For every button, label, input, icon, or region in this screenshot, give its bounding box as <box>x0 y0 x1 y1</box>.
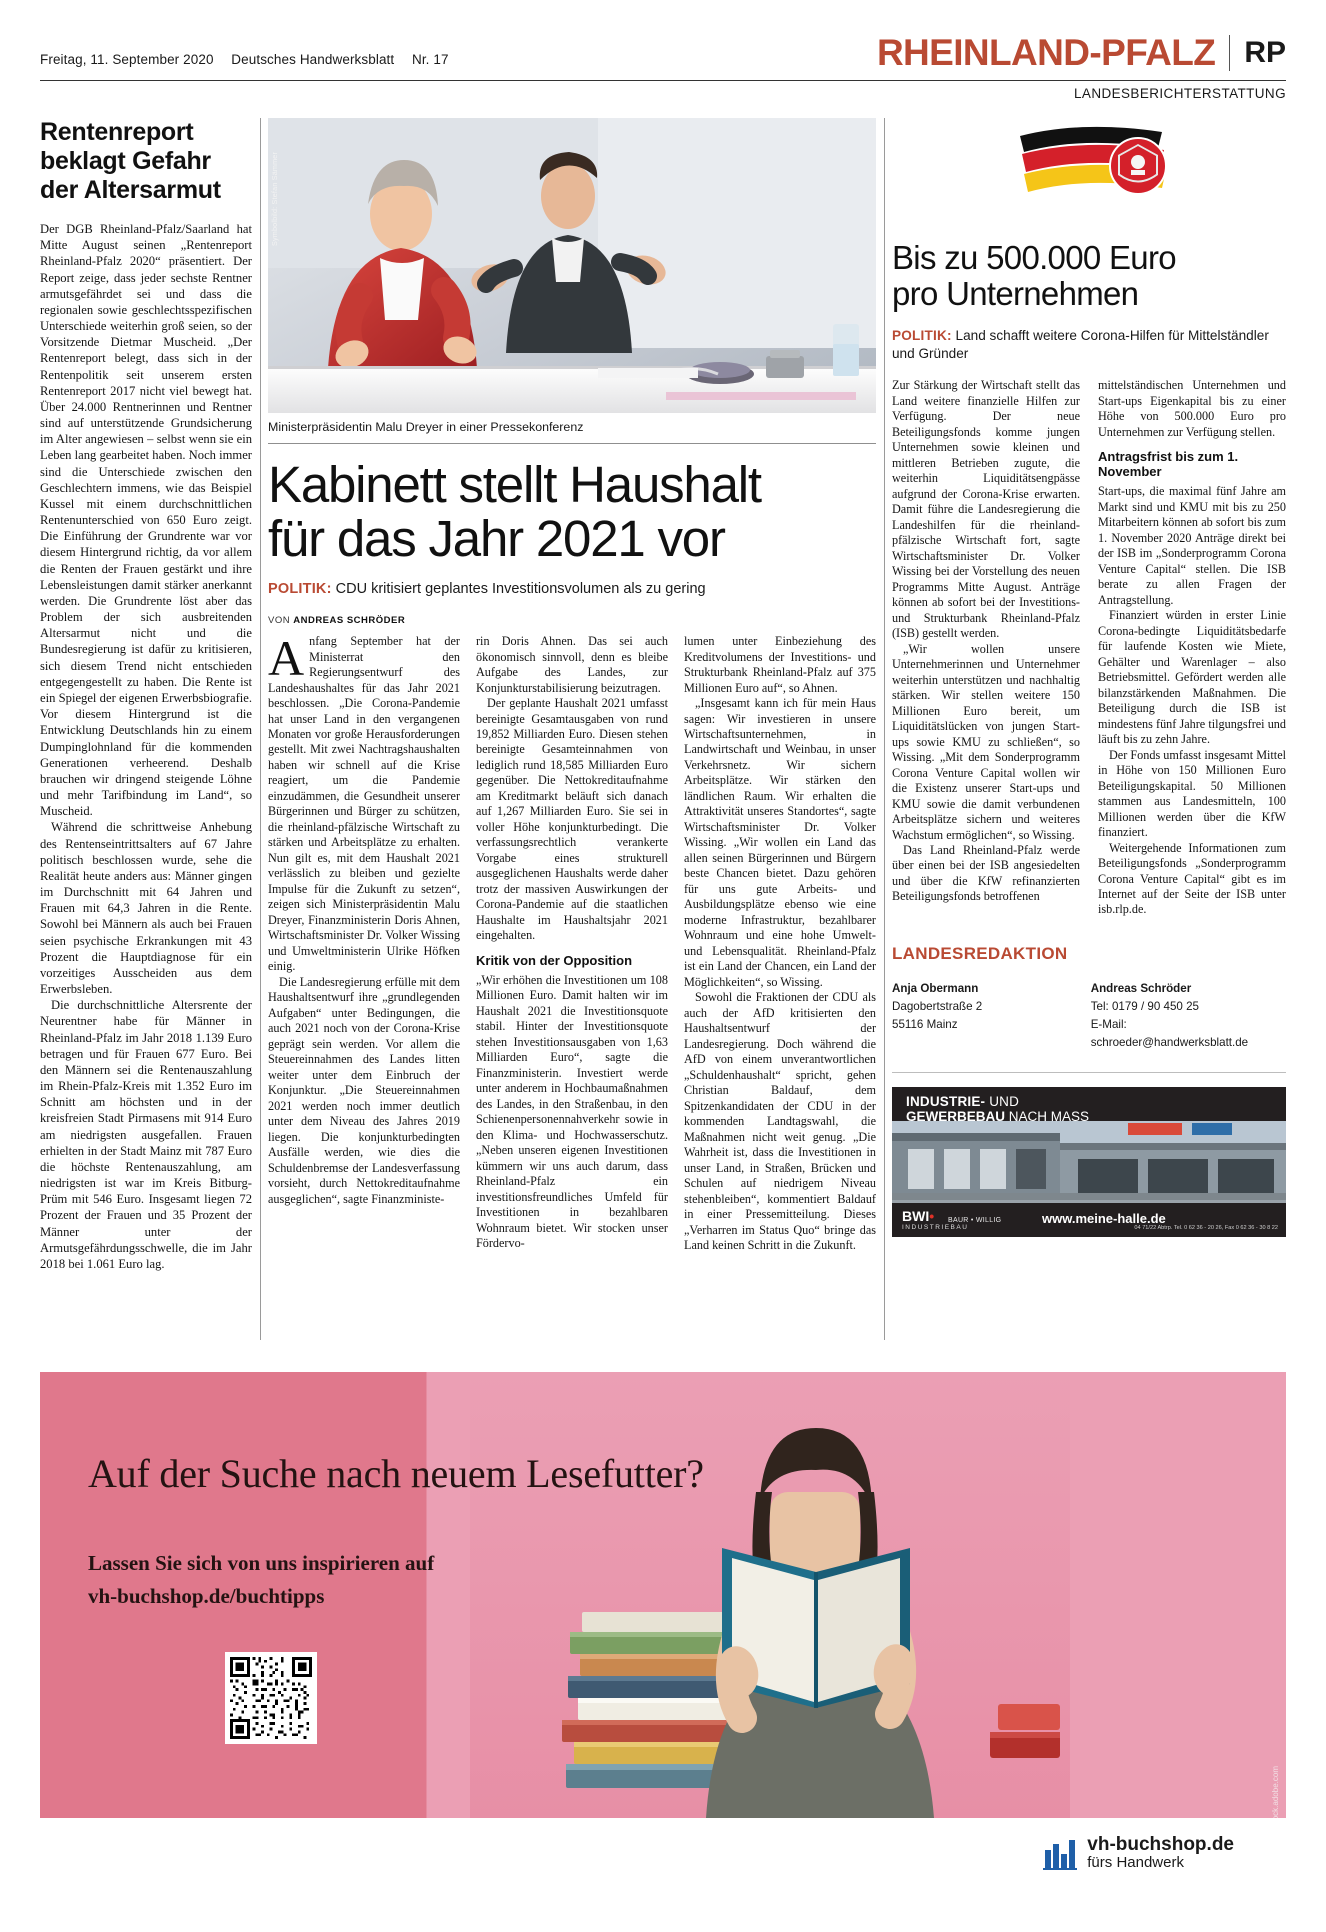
paragraph: Sowohl die Fraktionen der CDU als auch der AfD kritisierten den Haushaltsentwurf der Landesregierung. Doch während die AfD von einem unverantwortlichen „Schuldenhaushalt“ spricht, gehen Christian Baldauf, dem Spitzenkandidaten der CDU in der kommenden Landtagswahl, die Maßnahmen nicht weit genug. „Die Wahrheit ist, dass die Investitionen in unser Land, in Straßen, Brücken und Schulen auf niedrigem Niveau stehenbleiben“, kommentiert Baldauf in einer Pressemitteilung. Dieses „Verharren im Status Quo“ bringe das Land keinen Schritt in die Zukunft. <box>684 990 876 1252</box>
landesredaktion-title: LANDESREDAKTION <box>892 943 1068 963</box>
paragraph: Anfang September hat der Ministerrat den Regierungsentwurf des Landeshaushaltes für das Jahr 2021 beschlossen. „Die Corona-Pandemie hat unser Land in den vergangenen Monaten vor große Herausforderungen gestellt. Mit zwei Nachtragshaushalten haben wir schnell auf die Krise reagiert, um die Pandemie einzudämmen, die Gesundheit unserer Bürgerinnen und Bürger zu schützen, die rheinland-pfälzische Wirtschaft zu stärken und Arbeitsplätze zu erhalten. Nun gilt es, mit dem Haushalt 2021 verlässlich zu bleiben und gezielte Impulse für die Zukunft zu setzen“, zeigen sich Ministerpräsidentin Malu Dreyer, Finanzministerin Doris Ahnen, Wirtschaftsminister Dr. Volker Wissing und Umweltministerin Ulrike Höfken einig. <box>268 630 460 974</box>
contact-name: Andreas Schröder <box>1090 981 1192 995</box>
main-article-byline <box>268 615 876 626</box>
rule <box>268 443 876 444</box>
byline-prefix: VON <box>268 615 291 627</box>
right-column-2 <box>1098 378 1286 918</box>
vh-logo-graphic <box>1043 1836 1077 1870</box>
rule <box>892 1072 1286 1073</box>
contact-street: Dagobertstraße 2 <box>892 999 983 1013</box>
vh-logo-icon <box>1043 1836 1077 1870</box>
landesredaktion-contacts <box>892 980 1286 1052</box>
headline-line: beklagt Gefahr <box>40 147 211 175</box>
bwi-headline-bold-2: GEWERBEBAU <box>906 1108 1006 1124</box>
masthead-issue: Nr. 17 <box>411 52 449 67</box>
masthead-divider <box>1229 35 1230 71</box>
bwi-headline-rest-1: UND <box>985 1093 1020 1109</box>
bwi-logo-sub: INDUSTRIEBAU <box>902 1223 969 1231</box>
paragraph: rin Doris Ahnen. Das sei auch ökonomisch sinnvoll, denn es bleibe Aufgabe des Landes, zur Konjunkturstabilisierung beizutragen. <box>476 634 668 695</box>
kicker-text: Land schafft weitere Corona-Hilfen für Mittelständler und Gründer <box>892 327 1269 361</box>
column-rule-2 <box>884 118 885 1340</box>
contact-city: 55116 Mainz <box>892 1017 958 1031</box>
paragraph: Das Land Rheinland-Pfalz werde über einen bei der ISB angesiedelten und über die KfW refinanzierten Beteiligungsfonds betroffenen <box>892 843 1080 904</box>
masthead-region-abbr: RP <box>1244 35 1286 69</box>
column-rule-1 <box>260 118 261 1340</box>
bwi-logo: BWI• INDUSTRIEBAU <box>902 1207 969 1231</box>
contact-phone: Tel: 0179 / 90 450 25 <box>1090 999 1199 1013</box>
masthead <box>40 32 1286 101</box>
paragraph: Der Fonds umfasst insgesamt Mittel in Höhe von 150 Millionen Euro Beteiligungskapital. 50 Millionen stammen aus Landesmitteln, 100 Millionen werden über die KfW finanziert. <box>1098 747 1286 840</box>
right-article-kicker <box>892 327 1286 363</box>
bwi-ad-contact: 04 71/22 Abtrp. Tel. 0 62 36 - 20 26, Fax 0 62 36 - 30 8 22 <box>1134 1224 1278 1231</box>
photo-caption: Ministerpräsidentin Malu Dreyer in einer Pressekonferenz <box>268 420 584 434</box>
paragraph: „Wir wollen unsere Unternehmerinnen und Unternehmer weiterhin unterstützen und nachhaltig stärken. Wir stellen weitere 150 Millionen Euro bereit, um Liquiditätslücken von jungen Start-ups sowie KMU zu schließen“, so Wissing. „Mit dem Sonderprogramm Corona Venture Capital wollen wir die Existenz unserer Start-ups und KMU sowie die damit verbundenen Arbeitsplätze sichern und weiteres Wachstum ermöglichen“, so Wissing. <box>892 641 1080 842</box>
right-column-1 <box>892 378 1080 918</box>
qr-code-graphic <box>230 1657 312 1739</box>
photo-credit: Symbolbild: Stefan Sämmer <box>270 151 279 246</box>
main-article-columns <box>268 630 876 1253</box>
left-article-body <box>40 221 252 1272</box>
headline-line-1: Bis zu 500.000 Euro <box>892 239 1176 276</box>
right-article-headline <box>892 240 1286 313</box>
qr-code[interactable] <box>225 1652 317 1744</box>
contact-name: Anja Obermann <box>892 981 979 995</box>
left-article-headline <box>40 118 252 205</box>
ad-headline: Auf der Suche nach neuem Lesefutter? <box>88 1451 704 1496</box>
bwi-advertisement[interactable] <box>892 1087 1286 1237</box>
vh-brand-line-2: fürs Handwerk <box>1087 1854 1184 1872</box>
main-column-2 <box>476 634 668 1253</box>
masthead-date: Freitag, 11. September 2020 <box>40 52 214 67</box>
headline-line-2: pro Unternehmen <box>892 275 1139 313</box>
bwi-ad-headline-2 <box>906 1109 1089 1124</box>
main-column-2-subhead: Kritik von der Opposition <box>476 952 633 968</box>
bottom-advertisement[interactable] <box>40 1372 1286 1884</box>
paragraph: Weitergehende Informationen zum Beteiligungsfonds „Sonderprogramm Corona Venture Capital“ gibt es im Internet auf der Seite der ISB unter isb.rlp.de. <box>1098 840 1286 917</box>
bwi-ad-url[interactable]: www.meine-halle.de <box>1042 1210 1166 1226</box>
masthead-dateline <box>40 52 449 67</box>
bwi-headline-rest-2: NACH MASS <box>1005 1108 1090 1124</box>
right-column-2-subhead: Antragsfrist bis zum 1. November <box>1098 449 1239 480</box>
headline-line: der Altersarmut <box>40 176 221 204</box>
vh-brand-line-1: vh-buchshop.de <box>1087 1833 1234 1855</box>
page-content <box>40 118 1286 1348</box>
flag-icon <box>1012 118 1192 216</box>
right-article-columns <box>892 378 1286 918</box>
right-article <box>892 118 1286 1237</box>
masthead-region-title: RHEINLAND-PFALZ <box>876 32 1216 73</box>
headline-line: Rentenreport <box>40 118 194 146</box>
bwi-headline-bold-1: INDUSTRIE- <box>906 1093 986 1109</box>
headline-line-2: für das Jahr 2021 vor <box>268 509 725 567</box>
main-article-headline <box>268 458 876 565</box>
paragraph: „Insgesamt kann ich für mein Haus sagen: Wir investieren in unsere Wirtschaftsunternehmen, in Landwirtschaft und Weinbau, in unser Verkehrsnetz. Wir sichern Arbeitsplätze. Wir stärken den ländlichen Raum. Wir erhalten die Attraktivität unseres Standortes“, sagte Wirtschaftsminister Dr. Volker Wissing. „Wir wollen ein Land das allen seinen Bürgerinnen und Bürgern beste Chancen bietet. Dazu gehören für uns gute Arbeits- und Ausbildungsplätze ebenso wie eine moderne Infrastruktur, bezahlbarer Wohnraum und eine hohe Umwelt- und Lebensqualität. Rheinland-Pfalz ist ein Land der Chancen, ein Land der Möglichkeiten“, so Wissing. <box>684 696 876 989</box>
bwi-logo-mid: BAUR • WILLIG <box>948 1216 1002 1224</box>
main-article <box>268 118 876 1253</box>
paragraph: Zur Stärkung der Wirtschaft stellt das Land weitere finanzielle Hilfen zur Verfügung. Der neue Beteiligungsfonds komme jungen Unternehmen sowie kleinen und mittleren Betrieben zugute, die weiterhin Liquiditätsengpässe aufgrund der Corona-Krise erwarten. Damit führe die Landesregierung die Landeshilfen für die rheinland-pfälzische Wirtschaft fort, sagte Wirtschaftsminister Dr. Volker Wissing bei der Vorstellung des neuen Programms Mitte August. Anträge können ab sofort bei der Investitions- und Strukturbank Rheinland-Pfalz (ISB) gestellt werden. <box>892 378 1080 641</box>
bwi-ad-headline <box>906 1094 1019 1109</box>
main-article-photo <box>268 118 876 413</box>
rheinland-pfalz-flag-logo <box>1012 118 1192 216</box>
woman-reading-book-photo <box>470 1372 1070 1818</box>
paragraph: Finanziert würden in erster Linie Corona-bedingte Liquiditätsbedarfe für laufende Kosten wie Miete, Gehälter und Warenlager – also Betriebsmittel. Gefördert werden alle bilanzstärkenden Maßnahmen. Die Beteiligung durch die ISB ist mindestens fünf Jahre tilgungsfrei und läuft bis zu zehn Jahre. <box>1098 608 1286 747</box>
paragraph: Die Landesregierung erfülle mit dem Haushaltsentwurf ihre „grundlegenden Aufgaben“ unter Bedingungen, die auch 2021 noch von der Corona-Krise geprägt sein werden. Vor allem die Steuereinnahmen des Landes litten weiter unter dem Einbruch der Konjunktur. „Die Steuereinnahmen 2021 werden noch immer deutlich unter dem Niveau des Jahres 2019 liegen. Die konjunkturbedingten Ausfälle werden, wie dies die Schuldenbremse der Landesverfassung vorsieht, durch Nettokreditaufnahme ausgeglichen“, sagte Finanzministe- <box>268 974 460 1206</box>
bwi-logo-text: BWI <box>902 1207 930 1224</box>
paragraph: Start-ups, die maximal fünf Jahre am Markt sind und KMU mit bis zu 250 Mitarbeitern können ab sofort bis zum 1. November 2020 Anträge direkt bei der ISB im „Sonderprogramm Corona Venture Capital“ stellen. Die ISB berate zu allen Fragen der Antragstellung. <box>1098 484 1286 607</box>
ad-subtext <box>88 1547 434 1612</box>
paragraph: Der DGB Rheinland-Pfalz/Saarland hat Mitte August seinen „Rentenreport Rheinland-Pfalz 2020“ präsentiert. Der Report zeige, dass jeder sechste Rentner armutsgefährdet sei und dass die regionalen sowie geschlechtsspezifischen Unterschiede weiterhin groß seien, so der Vorsitzende Dietmar Muscheid. „Der Rentenreport belegt, dass sich in der Rentenpolitik seit unserem ersten Rentenreport 2017 nicht viel bewegt hat. Über 24.000 Rentnerinnen und Rentner sind auf unterstützende Grundsicherung im Alter angewiesen – selbst wenn sie ein Leben lang gearbeitet haben. Noch immer sind die Unterschiede zwischen den Geschlechtern immens, wie das Beispiel Kussel mit einem durchschnittlichen Rentenunterschied von 650 Euro zeigt. Die Einführung der Grundrente war vor diesem Hintergrund richtig, da vor allem die Renten der Frauen gestärkt und ihre Lebensleistungen damit stärker anerkannt werden. Die Grundrente löst aber das Problem der sich ausbreitenden Altersarmut nicht und die Bundesregierung ist dafür zu kritisieren, sich diesem Trend nicht entschieden entgegengestellt zu haben. Die Rente ist ein Spiegel der eigenen Erwerbsbiografie. Vor diesem Hintergrund ist die Entwicklung Deutschlands hin zu einem Dumpinglohnland für die kommenden Generationen verheerend. Deshalb brauchen wir dringend steigende Löhne und mehr Tarifbindung im Land“, so Muscheid. <box>40 222 252 819</box>
paragraph: „Wir erhöhen die Investitionen um 108 Millionen Euro. Damit halten wir im Haushalt 2021 die Investitionsquote stabil. Hinter der Investitionsquote stehen Investitionsausgaben von 1,63 Milliarden Euro“, sagte die Finanzministerin. Investiert werde unter anderem in Hochbaumaßnahmen des Landes, in den Straßenbau, in den Schienenpersonennahverkehr sowie in den Klima- und Hochwasserschutz. „Neben unseren eigenen Investitionen kümmern wir uns auch darum, dass Rheinland-Pfalz ein investitionsfreundliches Umfeld für Investitionen in bezahlbaren Wohnraum bietet. Wir stocken unser Fördervo- <box>476 972 668 1251</box>
press-conference-photo <box>268 118 876 413</box>
left-article <box>40 118 252 1340</box>
vh-brand-text <box>1087 1834 1234 1872</box>
masthead-region-block <box>877 34 1286 71</box>
contact-card-left <box>892 980 1069 1052</box>
masthead-rule <box>40 80 1286 81</box>
paragraph: Der geplante Haushalt 2021 umfasst bereinigte Gesamtausgaben von rund 19,852 Milliarden Euro. Diesen stehen bereinigte Gesamteinnahmen von lediglich rund 18,585 Milliarden Euro gegenüber. Die Nettokreditaufnahme am Kreditmarkt beläuft sich danach auf 1,267 Milliarden Euro. Sie sei in voller Höhe konjunkturbedingt. Die verfassungsrechtlich verankerte Vorgabe eines strukturell ausgeglichenen Haushalts werde daher trotz der massiven Auswirkungen der Corona-Pandemie auf die staatlichen Haushalte im Haushaltsjahr 2021 eingehalten. <box>476 696 668 943</box>
kicker-label: POLITIK: <box>268 581 332 598</box>
ad-subtext-line-1: Lassen Sie sich von uns inspirieren auf <box>88 1551 435 1575</box>
main-column-1 <box>268 630 460 1253</box>
paragraph: lumen unter Einbeziehung des Kreditvolumens der Investitions- und Strukturbank Rheinland-Pfalz auf 375 Millionen Euro auf“, so Ahnen. <box>684 634 876 695</box>
masthead-section-label: LANDESBERICHTERSTATTUNG <box>1074 86 1286 101</box>
paragraph: Die durchschnittliche Altersrente der Neurentner habe für Männer in Rheinland-Pfalz im Jahr 2018 1.139 Euro betragen und für Frauen 677 Euro. Bei den Männern sei die Rentenauszahlung im Rhein-Pfalz-Kreis mit 1.352 Euro im Schnitt am höchsten und in der kreisfreien Stadt Pirmasens mit 914 Euro am niedrigsten ausgefallen. Frauen erhielten in der Stadt Mainz mit 787 Euro die höchste Rentenauszahlung, am niedrigsten ist war im Kreis Bitburg-Prüm mit 546 Euro. Insgesamt liegen 72 Prozent der Frauen und 35 Prozent der Männer unter der Armutsgefährdungsschwelle, die im Jahr 2018 bei 1.061 Euro lag. <box>40 998 252 1271</box>
main-article-kicker <box>268 581 876 597</box>
paragraph: Während die schrittweise Anhebung des Rentenseintrittsalters auf 67 Jahre politisch beschlossen wurde, sehe die Realität heute anders aus: Männer gingen im Durchschnitt mit 64 Jahren und Frauen mit 64,3 Jahren in die Rente. Sowohl bei Männern als auch bei Frauen seien psychische Erkrankungen mit 43 Prozent die Hauptdiagnose für ein vorzeitiges Ausscheiden aus dem Erwerbsleben. <box>40 820 252 997</box>
kicker-label: POLITIK: <box>892 327 952 343</box>
masthead-publication: Deutsches Handwerksblatt <box>231 52 395 67</box>
contact-card-right <box>1091 980 1286 1052</box>
headline-line-1: Kabinett stellt Haushalt <box>268 456 761 513</box>
contact-email[interactable]: E-Mail: schroeder@handwerksblatt.de <box>1090 1017 1249 1049</box>
vh-buchshop-brand[interactable] <box>1043 1834 1234 1872</box>
byline-author: ANDREAS SCHRÖDER <box>293 615 406 627</box>
landesredaktion-block <box>892 944 1286 1052</box>
ad-footer-bar <box>40 1818 1286 1884</box>
ad-subtext-line-2[interactable]: vh-buchshop.de/buchtipps <box>88 1583 325 1608</box>
main-column-3 <box>684 634 876 1253</box>
paragraph: mittelständischen Unternehmen und Start-ups Eigenkapital bis zu einer Höhe von 500.000 Euro pro Unternehmen zur Verfügung stellen. <box>1098 378 1286 439</box>
kicker-text: CDU kritisiert geplantes Investitionsvolumen als zu gering <box>335 581 706 598</box>
